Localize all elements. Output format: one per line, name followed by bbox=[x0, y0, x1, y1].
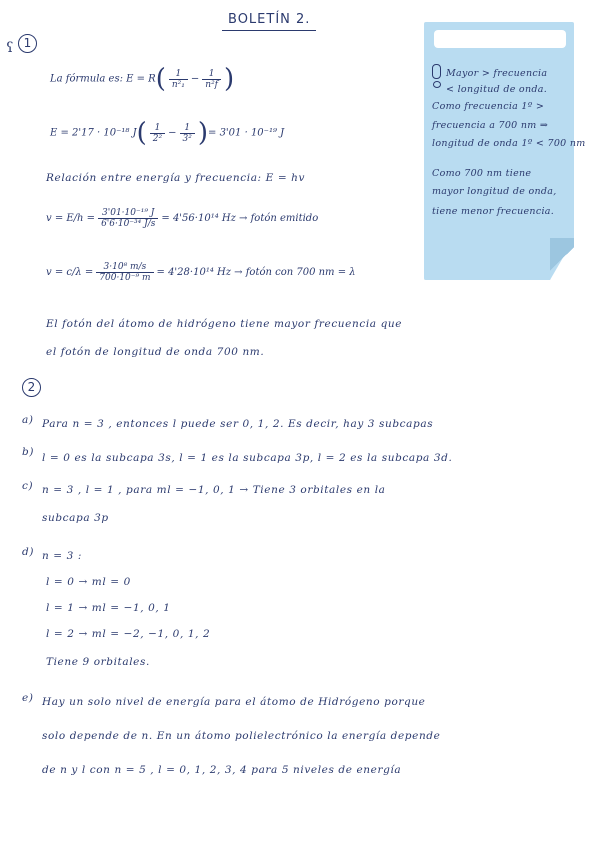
item-e-text-1: Hay un solo nivel de energía para el átomo de Hidrógeno porque bbox=[42, 696, 426, 708]
sticky-line-7: mayor longitud de onda, bbox=[432, 186, 557, 197]
item-d-label: d) bbox=[22, 546, 35, 558]
exclamation-icon bbox=[432, 64, 441, 86]
sticky-line-3: Como frecuencia 1º > bbox=[432, 101, 545, 112]
frac-num: 1 bbox=[169, 69, 188, 80]
item-e-text-2: solo depende de n. En un átomo polielectrónico la energía depende bbox=[42, 730, 441, 742]
frac-den: 2² bbox=[152, 133, 163, 144]
item-b-text: l = 0 es la subcapa 3s, l = 1 es la subcapa 3p, l = 2 es la subcapa 3d. bbox=[42, 452, 453, 464]
sticky-note-header bbox=[434, 30, 566, 48]
sticky-line-6: Como 700 nm tiene bbox=[432, 168, 532, 179]
formula-frequency-prefix: v = E/h = bbox=[46, 213, 96, 224]
margin-mark: ʕ bbox=[6, 40, 14, 56]
item-d-l0: l = 0 → ml = 0 bbox=[46, 576, 131, 588]
frac-den: n²f bbox=[205, 79, 219, 90]
formula-energy-result: = 3'01 · 10⁻¹⁹ J bbox=[208, 127, 285, 139]
conclusion-line-1: El fotón del átomo de hidrógeno tiene mayor frecuencia que bbox=[46, 318, 403, 330]
sticky-line-1: Mayor > frecuencia bbox=[446, 68, 548, 79]
item-e-label: e) bbox=[22, 692, 34, 704]
formula-frequency bbox=[46, 208, 318, 229]
frac-den: 6'6·10⁻³⁴ J/s bbox=[101, 219, 156, 229]
frac-num: 3'01·10⁻¹⁹ J bbox=[98, 208, 158, 219]
sticky-line-2: < longitud de onda. bbox=[446, 84, 548, 95]
item-c-text-1: n = 3 , l = 1 , para ml = −1, 0, 1 → Tiene 3 orbitales en la bbox=[42, 484, 386, 496]
item-c-label: c) bbox=[22, 480, 34, 492]
item-d-l1: l = 1 → ml = −1, 0, 1 bbox=[46, 602, 171, 614]
formula-frequency-result: = 4'56·10¹⁴ Hz → fotón emitido bbox=[161, 213, 319, 224]
frac-den: 700·10⁻⁹ m bbox=[99, 273, 151, 283]
section-number-2: 2 bbox=[22, 378, 41, 397]
sticky-line-5: longitud de onda 1º < 700 nm bbox=[432, 138, 586, 149]
item-a-label: a) bbox=[22, 414, 34, 426]
sticky-note-fold bbox=[550, 238, 574, 280]
frac-den: 3² bbox=[182, 133, 192, 144]
frac-num: 3·10⁸ m/s bbox=[96, 262, 153, 273]
formula-wavelength bbox=[46, 262, 356, 283]
item-b-label: b) bbox=[22, 446, 35, 458]
minus-sign: − bbox=[190, 73, 200, 85]
frac-num: 1 bbox=[180, 123, 195, 134]
formula-wavelength-result: = 4'28·10¹⁴ Hz → fotón con 700 nm = λ bbox=[156, 267, 356, 278]
frac-num: 1 bbox=[150, 123, 165, 134]
formula-rydberg-prefix: La fórmula es: E = R bbox=[50, 73, 156, 85]
frac-num: 1 bbox=[202, 69, 221, 80]
formula-wavelength-prefix: v = c/λ = bbox=[46, 267, 94, 278]
item-a-text: Para n = 3 , entonces l puede ser 0, 1, 2. Es decir, hay 3 subcapas bbox=[42, 418, 434, 430]
section-number-1: 1 bbox=[18, 34, 37, 53]
sticky-line-8: tiene menor frecuencia. bbox=[432, 206, 555, 217]
minus-sign: − bbox=[168, 127, 177, 139]
formula-energy-prefix: E = 2'17 · 10⁻¹⁸ J bbox=[50, 127, 137, 139]
item-e-text-3: de n y l con n = 5 , l = 0, 1, 2, 3, 4 para 5 niveles de energía bbox=[42, 764, 402, 776]
title-underline bbox=[222, 30, 316, 31]
formula-energy: E = 2'17 · 10⁻¹⁸ J( $\frac{1}{\text{2²}}$ − $\frac{1}{\text{3²}}$ )= 3'01 · 10⁻¹⁹ J bbox=[50, 118, 285, 148]
energy-frequency-relation: Relación entre energía y frecuencia: E = hv bbox=[46, 172, 306, 184]
conclusion-line-2: el fotón de longitud de onda 700 nm. bbox=[46, 346, 265, 358]
item-d-l2: l = 2 → ml = −2, −1, 0, 1, 2 bbox=[46, 628, 211, 640]
sticky-line-4: frecuencia a 700 nm ⇒ bbox=[432, 120, 549, 131]
page-title: BOLETÍN 2. bbox=[228, 12, 311, 27]
frac-den: n²₁ bbox=[171, 79, 185, 90]
formula-rydberg: La fórmula es: E = R( $\frac{1}{\text{n²₁}}$ − $\frac{1}{\text{n²f}}$ ) bbox=[50, 64, 235, 94]
item-c-text-2: subcapa 3p bbox=[42, 512, 109, 524]
item-d-head: n = 3 : bbox=[42, 550, 82, 562]
item-d-total: Tiene 9 orbitales. bbox=[46, 656, 150, 668]
